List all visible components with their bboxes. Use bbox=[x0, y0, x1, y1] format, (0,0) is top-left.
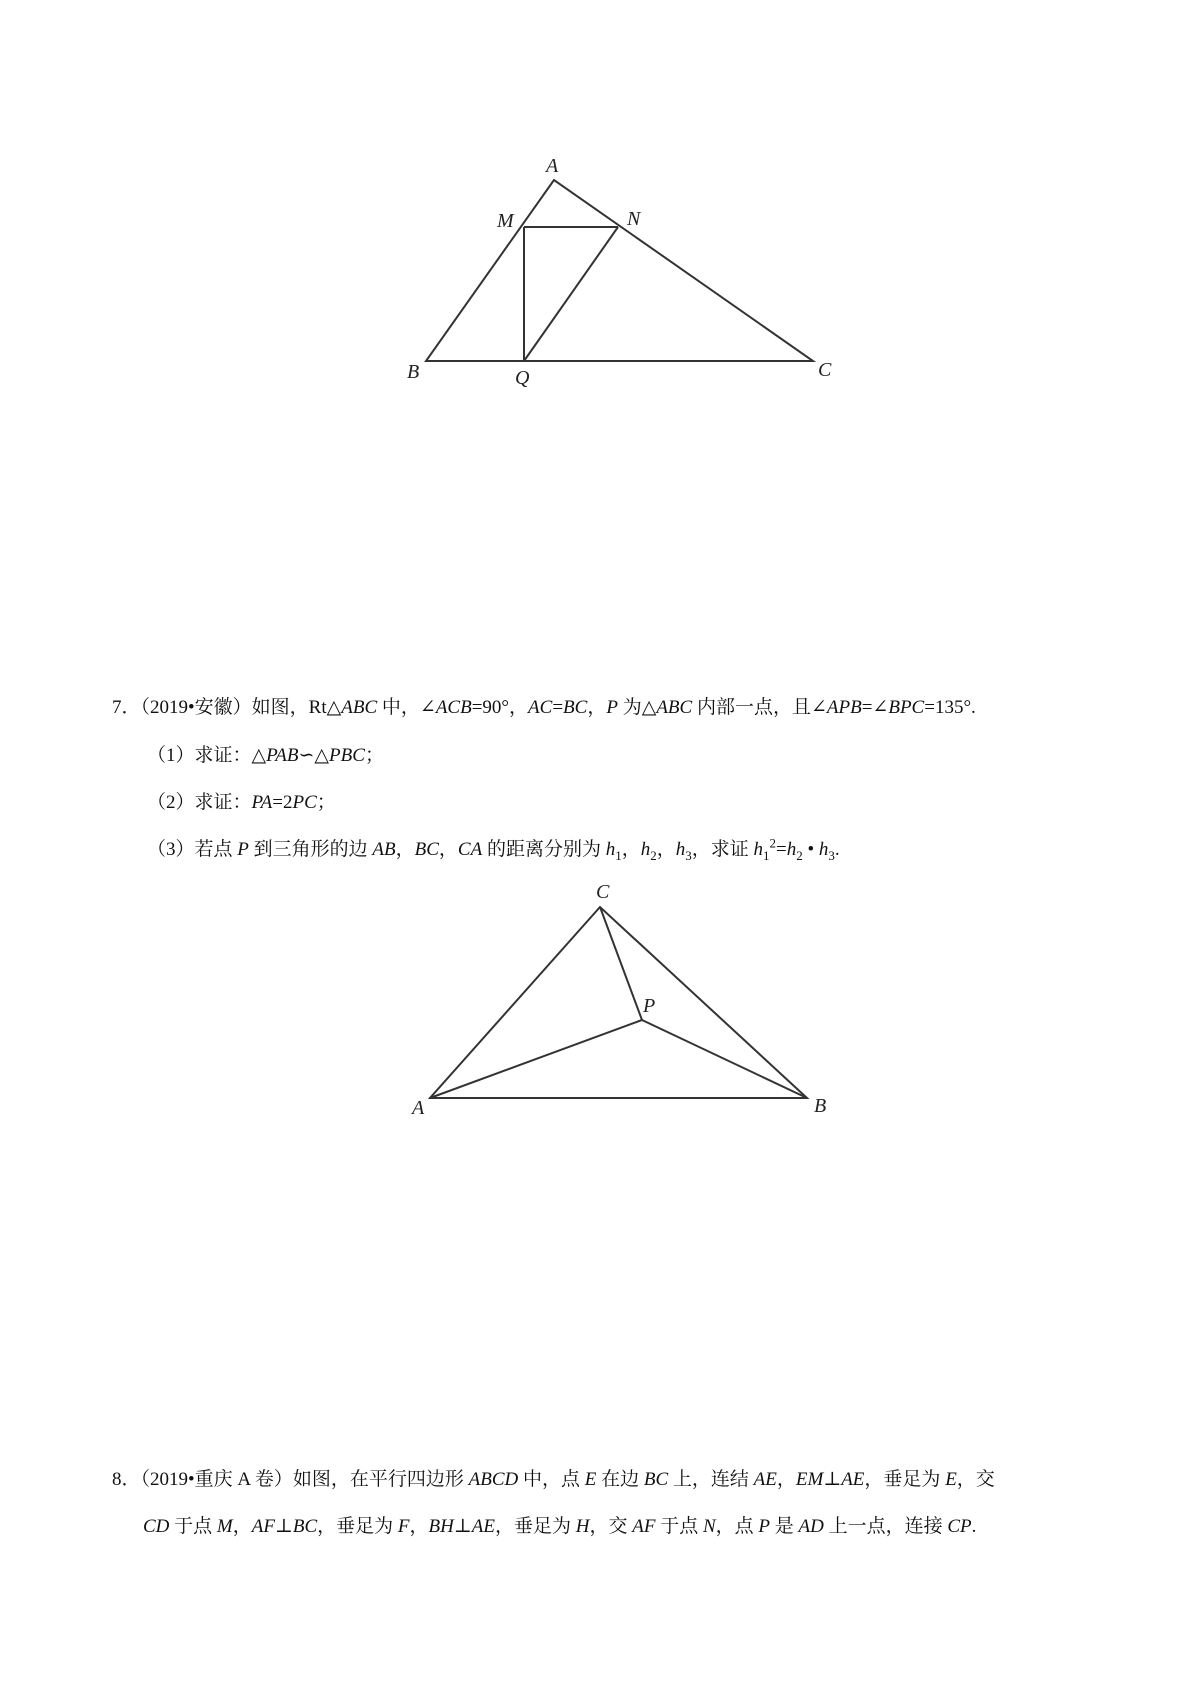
text: 是 bbox=[770, 1516, 799, 1537]
text: ，垂足为 bbox=[494, 1516, 576, 1537]
question-source: （2019•安徽） bbox=[140, 697, 252, 718]
math-ae: AE bbox=[753, 1469, 777, 1490]
question-source: （2019•重庆 A 卷） bbox=[140, 1469, 293, 1490]
math-abc: ABC bbox=[341, 697, 378, 718]
math-ae: AE bbox=[841, 1469, 865, 1490]
subscript: 2 bbox=[650, 847, 657, 863]
text: ， bbox=[409, 1516, 429, 1537]
label-c: C bbox=[596, 881, 610, 903]
math-h: H bbox=[575, 1516, 590, 1537]
label-c: C bbox=[818, 359, 832, 381]
math-bc: BC bbox=[563, 697, 588, 718]
label-b: B bbox=[407, 361, 420, 383]
triangle-abc bbox=[430, 907, 807, 1098]
text: 为△ bbox=[617, 697, 657, 718]
text: ∽△ bbox=[298, 745, 330, 766]
math-e: E bbox=[584, 1469, 597, 1490]
math-apb: APB bbox=[826, 697, 862, 718]
text: = bbox=[552, 697, 564, 718]
math-h: h bbox=[786, 839, 797, 860]
math-h: h bbox=[753, 839, 764, 860]
text: ，垂足为 bbox=[864, 1469, 946, 1490]
text: 中，∠ bbox=[377, 697, 436, 718]
math-ae: AE bbox=[471, 1516, 495, 1537]
question-7-line bbox=[112, 697, 976, 719]
math-af: AF bbox=[251, 1516, 275, 1537]
segment-pb bbox=[642, 1020, 807, 1098]
math-n: N bbox=[702, 1516, 716, 1537]
question-8-line-2 bbox=[143, 1516, 976, 1538]
math-af: AF bbox=[632, 1516, 656, 1537]
math-bpc: BPC bbox=[888, 697, 925, 718]
question-7-part-3 bbox=[147, 835, 840, 863]
math-ab: AB bbox=[372, 839, 396, 860]
text: ，垂足为 bbox=[317, 1516, 398, 1537]
label-m: M bbox=[497, 210, 514, 232]
text: ； bbox=[316, 792, 336, 813]
text: （2）求证： bbox=[147, 792, 252, 813]
question-7-part-2 bbox=[147, 792, 336, 814]
subscript: 1 bbox=[615, 847, 622, 863]
text: . bbox=[834, 839, 840, 860]
math-m: M bbox=[216, 1516, 233, 1537]
math-bh: BH bbox=[428, 1516, 454, 1537]
subscript: 2 bbox=[796, 847, 803, 863]
math-h: h bbox=[675, 839, 686, 860]
math-pbc: PBC bbox=[329, 745, 365, 766]
label-a: A bbox=[546, 155, 559, 177]
math-pc: PC bbox=[292, 792, 317, 813]
text: （3）若点 bbox=[147, 839, 238, 860]
label-n: N bbox=[627, 208, 641, 230]
math-em: EM bbox=[795, 1469, 824, 1490]
text: （1）求证：△ bbox=[147, 745, 267, 766]
text: ⊥ bbox=[453, 1516, 472, 1537]
text: ， bbox=[776, 1469, 796, 1490]
subscript: 1 bbox=[763, 847, 770, 863]
text: 如图，在平行四边形 bbox=[292, 1469, 469, 1490]
text: ， bbox=[621, 839, 641, 860]
superscript: 2 bbox=[769, 835, 777, 851]
math-ac: AC bbox=[528, 697, 553, 718]
label-b: B bbox=[814, 1095, 827, 1117]
question-number: 7． bbox=[112, 697, 141, 718]
segment-pc bbox=[600, 907, 642, 1020]
math-cp: CP bbox=[947, 1516, 972, 1537]
text: 在边 bbox=[596, 1469, 644, 1490]
math-h: h bbox=[605, 839, 616, 860]
text: 中，点 bbox=[518, 1469, 585, 1490]
math-pa: PA bbox=[251, 792, 273, 813]
text: ⊥ bbox=[274, 1516, 293, 1537]
text: ，交 bbox=[956, 1469, 995, 1490]
math-ca: CA bbox=[457, 839, 483, 860]
text: ， bbox=[656, 839, 676, 860]
text: 的距离分别为 bbox=[482, 839, 606, 860]
text: =90°， bbox=[471, 697, 529, 718]
math-ad: AD bbox=[798, 1516, 824, 1537]
math-bc: BC bbox=[643, 1469, 669, 1490]
math-abcd: ABCD bbox=[468, 1469, 519, 1490]
text: ， bbox=[438, 839, 458, 860]
segment-pa bbox=[430, 1020, 642, 1098]
math-p: P bbox=[606, 697, 618, 718]
math-pab: PAB bbox=[266, 745, 299, 766]
math-bc: BC bbox=[414, 839, 439, 860]
text: ，交 bbox=[589, 1516, 633, 1537]
text: ⊥ bbox=[823, 1469, 842, 1490]
math-cd: CD bbox=[143, 1516, 170, 1537]
math-f: F bbox=[397, 1516, 410, 1537]
subscript: 3 bbox=[685, 847, 692, 863]
question-7-part-1 bbox=[147, 745, 384, 767]
text: =2 bbox=[272, 792, 293, 813]
triangle-abc bbox=[426, 180, 813, 361]
math-p: P bbox=[758, 1516, 771, 1537]
figure-triangle-mnq bbox=[0, 0, 1200, 420]
label-a: A bbox=[412, 1097, 425, 1119]
text: 于点 bbox=[169, 1516, 217, 1537]
question-8-line-1 bbox=[112, 1469, 995, 1491]
math-e: E bbox=[945, 1469, 957, 1490]
question-number: 8． bbox=[112, 1469, 141, 1490]
text: ，求证 bbox=[691, 839, 754, 860]
text: ， bbox=[232, 1516, 252, 1537]
text: ； bbox=[364, 745, 384, 766]
text: ，点 bbox=[715, 1516, 759, 1537]
text: =135°. bbox=[924, 697, 976, 718]
math-abc: ABC bbox=[656, 697, 693, 718]
text: 上一点，连接 bbox=[823, 1516, 948, 1537]
text: = bbox=[776, 839, 787, 860]
math-p: P bbox=[237, 839, 249, 860]
text: =∠ bbox=[861, 697, 889, 718]
text: 到三角形的边 bbox=[248, 839, 373, 860]
label-p: P bbox=[643, 995, 656, 1017]
text: ， bbox=[587, 697, 607, 718]
figure-triangle-p bbox=[0, 870, 1200, 1130]
subscript: 3 bbox=[828, 847, 835, 863]
math-acb: ACB bbox=[435, 697, 472, 718]
text: 于点 bbox=[655, 1516, 703, 1537]
math-bc: BC bbox=[292, 1516, 318, 1537]
math-h: h bbox=[818, 839, 829, 860]
text: 内部一点，且∠ bbox=[692, 697, 827, 718]
label-q: Q bbox=[515, 367, 530, 389]
text: . bbox=[971, 1516, 977, 1537]
text: 上，连结 bbox=[668, 1469, 754, 1490]
text: ， bbox=[395, 839, 415, 860]
segment-nq bbox=[524, 227, 618, 361]
text: 如图，Rt△ bbox=[251, 697, 342, 718]
math-h: h bbox=[640, 839, 651, 860]
text: • bbox=[802, 839, 819, 860]
